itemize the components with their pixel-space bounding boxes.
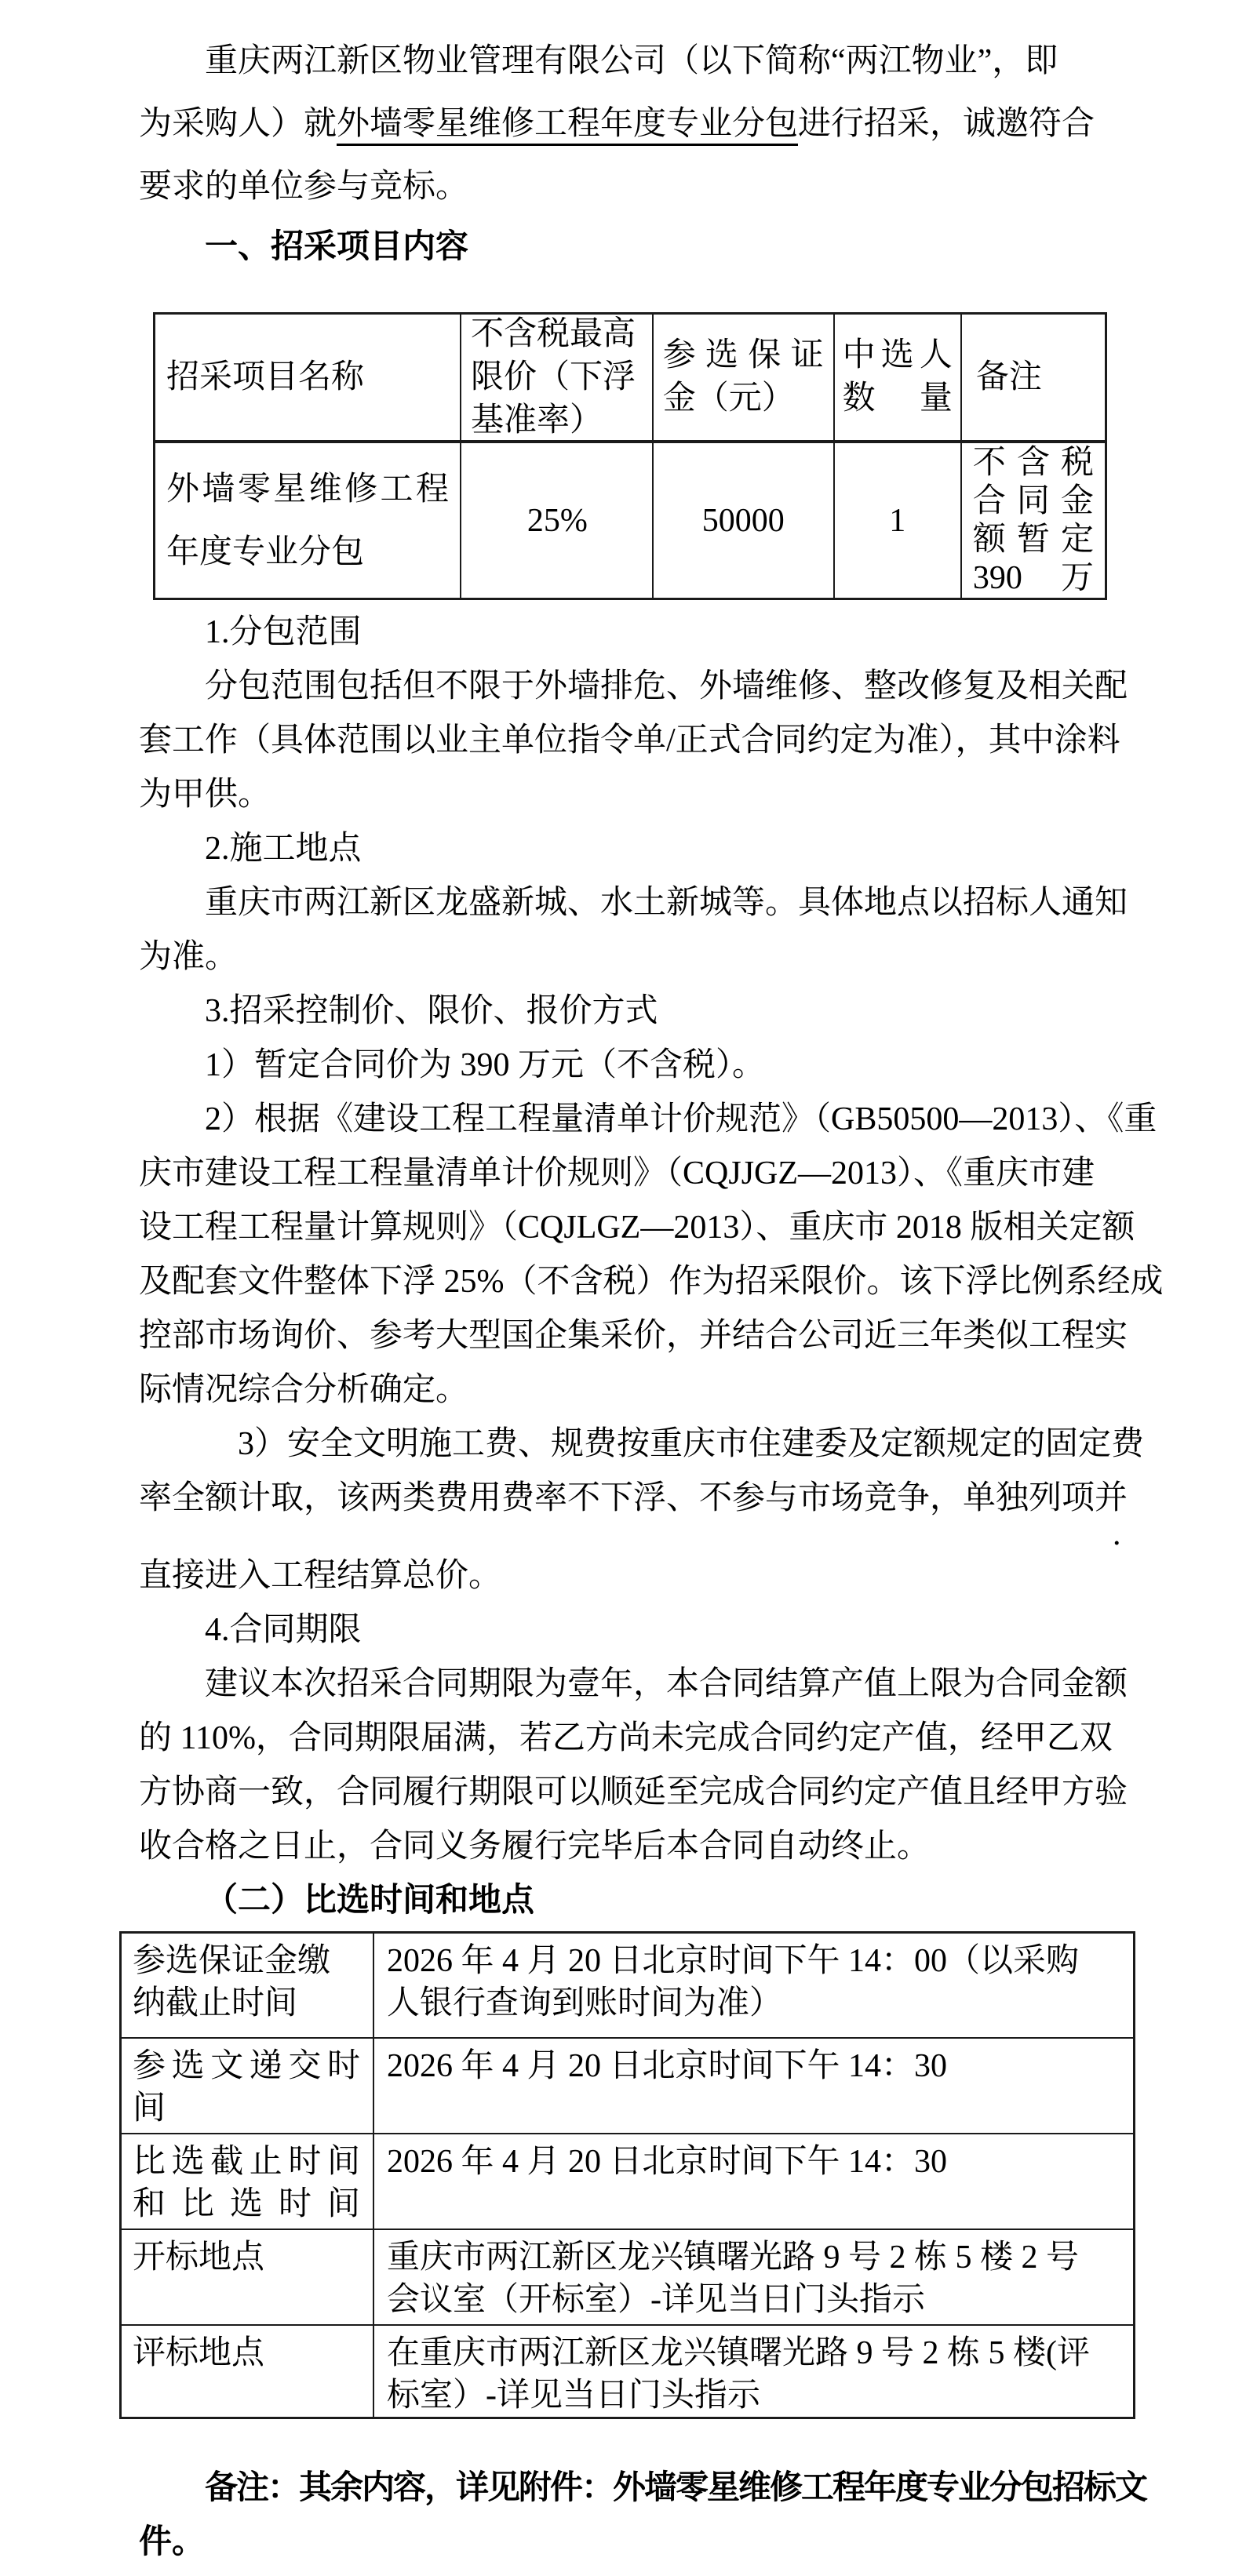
text-line: 基准率） [471, 402, 603, 438]
text-line: 为甲供。 [139, 777, 271, 813]
table2-row-doc-submission [122, 2037, 1133, 2133]
text-line: 会议室（开标室）-详见当日门头指示 [387, 2282, 925, 2318]
text-line: 纳截止时间 [133, 1985, 298, 2021]
section-heading-1 [139, 220, 1135, 275]
text-line: 在重庆市两江新区龙兴镇曙光路 9 号 2 栋 5 楼(评 [387, 2335, 1090, 2371]
footer-note-line: 件。 [139, 2524, 206, 2560]
subsection-1-title [139, 606, 1135, 660]
subsection-3-title [139, 984, 1135, 1039]
text-line: 参 选 保 证 [662, 337, 824, 373]
text-line: 参选保证金缴 [133, 1943, 331, 1979]
intro-line-2-post: 进行招采，诚邀符合 [798, 106, 1095, 142]
subsection-3-item-1 [139, 1039, 1135, 1093]
section-heading-2 [139, 1874, 1135, 1928]
table1-header-max-price [461, 315, 654, 440]
intro-line-3: 要求的单位参与竞标。 [139, 169, 469, 205]
table2-row-deposit-deadline [122, 1934, 1133, 2037]
subsection-4-title [139, 1603, 1135, 1657]
table1-cell-rate: 25% [461, 443, 654, 598]
stray-period-mark: . [1113, 1516, 1121, 1552]
text-line: 2）根据《建设工程工程量清单计价规范》（GB50500—2013）、《重 [205, 1101, 1157, 1137]
section-heading-2-text: （二）比选时间和地点 [205, 1883, 535, 1919]
table1-header-project-name: 招采项目名称 [155, 315, 461, 440]
text-line: 1）暂定合同价为 390 万元（不含税）。 [205, 1047, 766, 1083]
text-line: 参 选 文 递 交 时 [133, 2048, 360, 2084]
text-line: 不 含 税 [972, 444, 1094, 481]
text-line: 直接进入工程结算总价。 [139, 1558, 502, 1594]
text-line: 重庆市两江新区龙兴镇曙光路 9 号 2 栋 5 楼 2 号 [387, 2239, 1080, 2276]
text-line: 建议本次招采合同期限为壹年，本合同结算产值上限为合同金额 [205, 1666, 1128, 1702]
subsection-3-item-3-cont [139, 1549, 1135, 1603]
table1-data-row [155, 443, 1105, 598]
table2-label-evaluation-location [122, 2326, 374, 2417]
table2-label-opening-location [122, 2230, 374, 2324]
text-line: 合 同 金 [972, 482, 1094, 519]
text-line: 2.施工地点 [205, 831, 362, 867]
text-line: 3.招采控制价、限价、报价方式 [205, 993, 658, 1029]
text-line: 比 选 截 止 时 间 [133, 2144, 360, 2180]
table1-header-winner-count [835, 315, 962, 440]
bid-schedule-table [119, 1931, 1135, 2419]
text-line: 重庆市两江新区龙盛新城、水土新城等。具体地点以招标人通知 [205, 885, 1128, 921]
text-line: 390 万 [972, 559, 1094, 596]
table2-value-opening-location [374, 2230, 1133, 2324]
text-line: 开标地点 [133, 2239, 265, 2276]
footer-note [139, 2461, 1147, 2570]
table1-header-remark: 备注 [975, 358, 1042, 395]
section-heading-1-text: 一、招采项目内容 [205, 229, 469, 265]
text-line: 庆市建设工程工程量清单计价规则》（CQJJGZ—2013）、《重庆市建 [139, 1155, 1095, 1192]
subsection-2-body [139, 876, 1135, 984]
text-line: 外 墙 零 星 维 修 工 程 [166, 471, 449, 508]
text-line: 2026 年 4 月 20 日北京时间下午 14：00（以采购 [387, 1943, 1080, 1979]
text-line: 4.合同期限 [205, 1612, 362, 1648]
footer-note-line: 备注：其余内容，详见附件：外墙零星维修工程年度专业分包招标文 [205, 2470, 1147, 2506]
intro-line-1: 重庆两江新区物业管理有限公司（以下简称“两江物业”，即 [205, 43, 1058, 79]
text-line: 额 暂 定 [972, 521, 1094, 558]
text-line: 标室）-详见当日门头指示 [387, 2378, 760, 2414]
table2-value-bid-deadline [374, 2134, 1133, 2229]
table2-value-deposit-deadline [374, 1934, 1133, 2037]
intro-line-2 [139, 93, 1135, 155]
table2-label-bid-deadline [122, 2134, 374, 2229]
intro-paragraph [139, 30, 1135, 218]
table2-label-doc-submission [122, 2039, 374, 2133]
text-line: 限价（下浮 [471, 358, 636, 395]
text-line: 率全额计取，该两类费用费率不下浮、不参与市场竞争，单独列项并 [139, 1480, 1128, 1516]
table1-header-deposit [654, 315, 835, 440]
subsection-4-body [139, 1657, 1135, 1874]
subsection-3-item-3 [139, 1417, 1145, 1526]
table1-cell-deposit: 50000 [654, 443, 835, 598]
table2-row-opening-location [122, 2229, 1133, 2324]
text-line: 际情况综合分析确定。 [139, 1372, 469, 1408]
table1-cell-remark [962, 443, 1105, 598]
procurement-project-table [153, 312, 1107, 600]
table2-row-evaluation-location [122, 2324, 1133, 2417]
text-line: 3）安全文明施工费、规费按重庆市住建委及定额规定的固定费 [238, 1426, 1145, 1462]
text-line: 金（元） [662, 380, 795, 417]
text-line: 分包范围包括但不限于外墙排危、外墙维修、整改修复及相关配 [205, 668, 1128, 704]
table2-row-bid-deadline [122, 2133, 1133, 2229]
text-line: 数 量 [842, 380, 953, 417]
table2-label-deposit-deadline [122, 1934, 374, 2037]
table1-cell-project-name [155, 443, 461, 598]
text-line: 不含税最高 [471, 315, 636, 352]
text-line: 和 比 选 时 间 [133, 2186, 360, 2222]
text-line: 中 选 人 [842, 337, 953, 373]
subsection-1-body [139, 660, 1135, 822]
text-line: 2026 年 4 月 20 日北京时间下午 14：30 [387, 2048, 948, 2084]
text-line: 间 [133, 2090, 166, 2127]
text-line: 人银行查询到账时间为准） [387, 1985, 783, 2021]
text-line: 方协商一致，合同履行期限可以顺延至完成合同约定产值且经甲方验 [139, 1774, 1128, 1810]
table2-value-evaluation-location [374, 2326, 1133, 2417]
table2-value-doc-submission [374, 2039, 1133, 2133]
subsection-3-item-2 [139, 1093, 1164, 1417]
text-line: 控部市场询价、参考大型国企集采价，并结合公司近三年类似工程实 [139, 1318, 1128, 1354]
subsection-2-title [139, 822, 1135, 876]
table1-cell-winners: 1 [835, 443, 962, 598]
intro-line-2-pre: 为采购人）就 [139, 106, 337, 142]
text-line: 套工作（具体范围以业主单位指令单/正式合同约定为准），其中涂料 [139, 722, 1120, 759]
text-line: 及配套文件整体下浮 25%（不含税）作为招采限价。该下浮比例系经成 [139, 1264, 1164, 1300]
text-line: 为准。 [139, 939, 239, 975]
text-line: 1.分包范围 [205, 614, 362, 650]
text-line: 2026 年 4 月 20 日北京时间下午 14：30 [387, 2144, 948, 2180]
text-line: 的 110%，合同期限届满，若乙方尚未完成合同约定产值，经甲乙双 [139, 1720, 1113, 1756]
text-line: 评标地点 [133, 2335, 265, 2371]
text-line: 设工程工程量计算规则》（CQJLGZ—2013）、重庆市 2018 版相关定额 [139, 1210, 1135, 1246]
text-line: 收合格之日止，合同义务履行完毕后本合同自动终止。 [139, 1828, 931, 1865]
table1-header-row [155, 315, 1105, 443]
underlined-project-name: 外墙零星维修工程年度专业分包 [337, 106, 798, 146]
text-line: 年度专业分包 [166, 533, 365, 570]
